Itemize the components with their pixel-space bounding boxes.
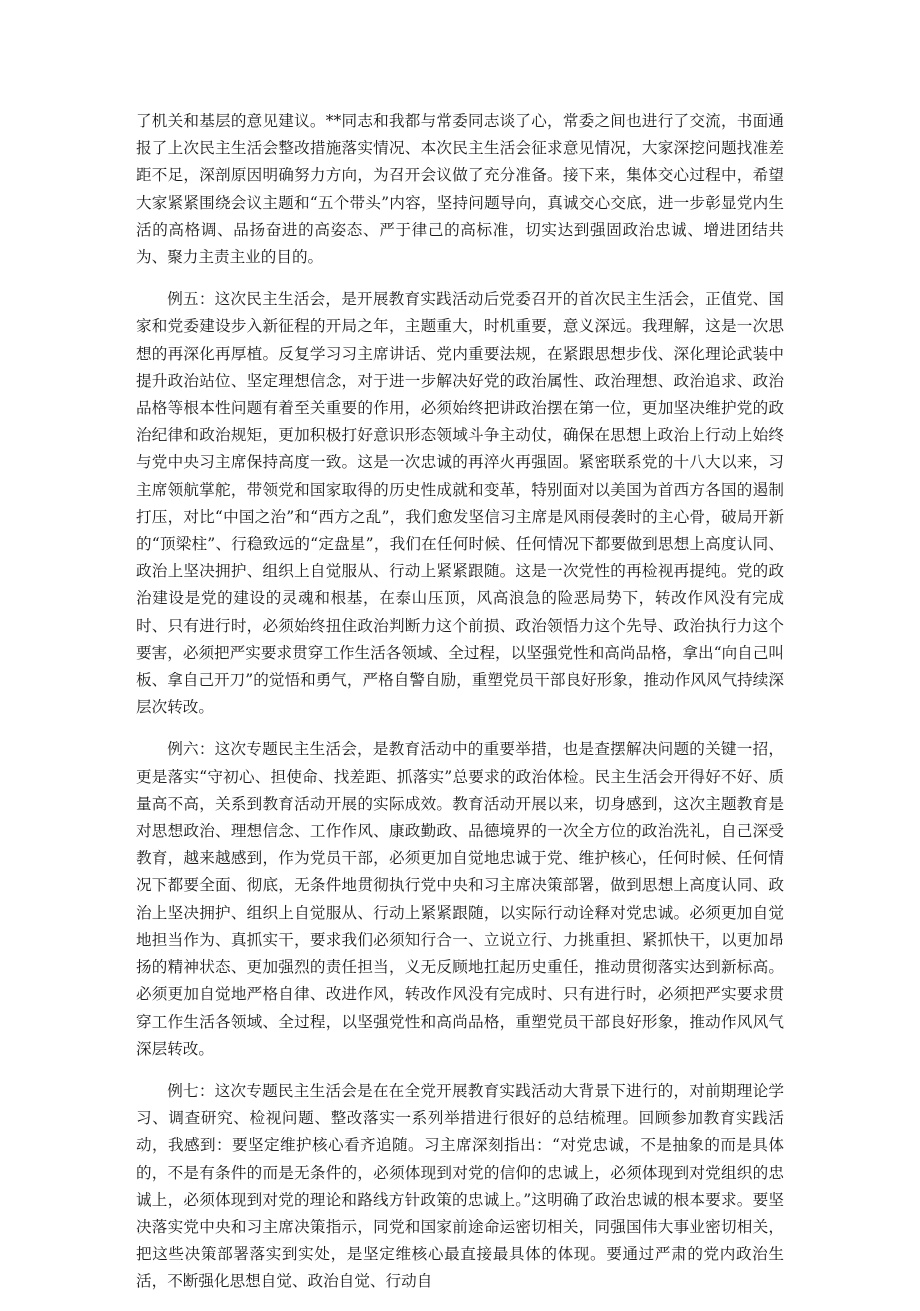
document-page [136, 108, 784, 1311]
paragraph-example-6: 例六：这次专题民主生活会，是教育活动中的重要举措，也是查摆解决问题的关键一招，更是落实“守初心、担使命、找差距、抓落实”总要求的政治体检。民主生活会开得好不好、质量高不高，关系到教育活动开展的实际成效。教育活动开展以来，切身感到，这次主题教育是对思想政治、理想信念、工作作风、康政勤政、品德境界的一次全方位的政治洗礼，自己深受教育，越来越感到，作为党员干部，必须更加自觉地忠诚于党、维护核心，任何时候、任何情况下都要全面、彻底，无条件地贯彻执行党中央和习主席决策部署，做到思想上高度认同、政治上坚决拥护、组织上自觉服从、行动上紧紧跟随，以实际行动诠释对党忠诚。必须更加自觉地担当作为、真抓实干，要求我们必须知行合一、立说立行、力挑重担、紧抓快干，以更加昂扬的精神状态、更加强烈的责任担当，义无反顾地扛起历史重任，推动贯彻落实达到新标高。必须更加自觉地严格自律、改进作风，转改作风没有完成时、只有进行时，必须把严实要求贯穿工作生活各领域、全过程，以坚强党性和高尚品格，重塑党员干部良好形象，推动作风风气深层转改。 [136, 740, 784, 1058]
paragraph-example-7: 例七：这次专题民主生活会是在在全党开展教育实践活动大背景下进行的，对前期理论学习、调查研究、检视问题、整改落实一系列举措进行很好的总结梳理。回顾参加教育实践活动，我感到：要坚定维护核心看齐追随。习主席深刻指出：“对党忠诚，不是抽象的而是具体的，不是有条件的而是无条件的，必须体现到对党的信仰的忠诚上，必须体现到对党组织的忠诚上，必须体现到对党的理论和路线方针政策的忠诚上。”这明确了政治忠诚的根本要求。要坚决落实党中央和习主席决策指示，同党和国家前途命运密切相关，同强国伟大事业密切相关，把这些决策部署落实到实处，是坚定维核心最直接最具体的体现。要通过严肃的党内政治生活，不断强化思想自觉、政治自觉、行动自 [136, 1081, 784, 1291]
paragraph-continuation: 了机关和基层的意见建议。**同志和我都与常委同志谈了心，常委之间也进行了交流，书面通报了上次民主生活会整改措施落实情况、本次民主生活会征求意见情况，大家深挖问题找准差距不足，深剖原因明确努力方向，为召开会议做了充分准备。接下来，集体交心过程中，希望大家紧紧围绕会议主题和“五个带头”内容，坚持问题导向，真诚交心交底，进一步彰显党内生活的高格调、品扬奋进的高姿态、严于律己的高标准，切实达到强固政治忠诚、增进团结共为、聚力主责主业的目的。 [136, 112, 784, 267]
paragraph-example-5: 例五：这次民主生活会，是开展教育实践活动后党委召开的首次民主生活会，正值党、国家和党委建设步入新征程的开局之年，主题重大，时机重要，意义深远。我理解，这是一次思想的再深化再厚植。反复学习习主席讲话、党内重要法规，在紧跟思想步伐、深化理论武装中提升政治站位、坚定理想信念，对于进一步解决好党的政治属性、政治理想、政治追求、政治品格等根本性问题有着至关重要的作用，必须始终把讲政治摆在第一位，更加坚决维护党的政治纪律和政治规矩，更加积极打好意识形态领域斗争主动仗，确保在思想上政治上行动上始终与党中央习主席保持高度一致。这是一次忠诚的再淬火再强固。紧密联系党的十八大以来，习主席领航掌舵，带领党和国家取得的历史性成就和变革，特别面对以美国为首西方各国的遏制打压，对比“中国之治”和“西方之乱”，我们愈发坚信习主席是风雨侵袭时的主心骨，破局开新的“顶梁柱”、行稳致远的“定盘星”，我们在任何时候、任何情况下都要做到思想上高度认同、政治上坚决拥护、组织上自觉服从、行动上紧紧跟随。这是一次党性的再检视再提纯。党的政治建设是党的建设的灵魂和根基，在泰山压顶，风高浪急的险恶局势下，转改作风没有完成时、只有进行时，必须始终扭住政治判断力这个前损、政治领悟力这个先导、政治执行力这个要害，必须把严实要求贯穿工作生活各领域、全过程，以坚强党性和高尚品格，拿出“向自己叫板、拿自己开刀”的觉悟和勇气，严格自警自励，重塑党员干部良好形象，推动作风风气持续深层次转改。 [136, 290, 784, 717]
